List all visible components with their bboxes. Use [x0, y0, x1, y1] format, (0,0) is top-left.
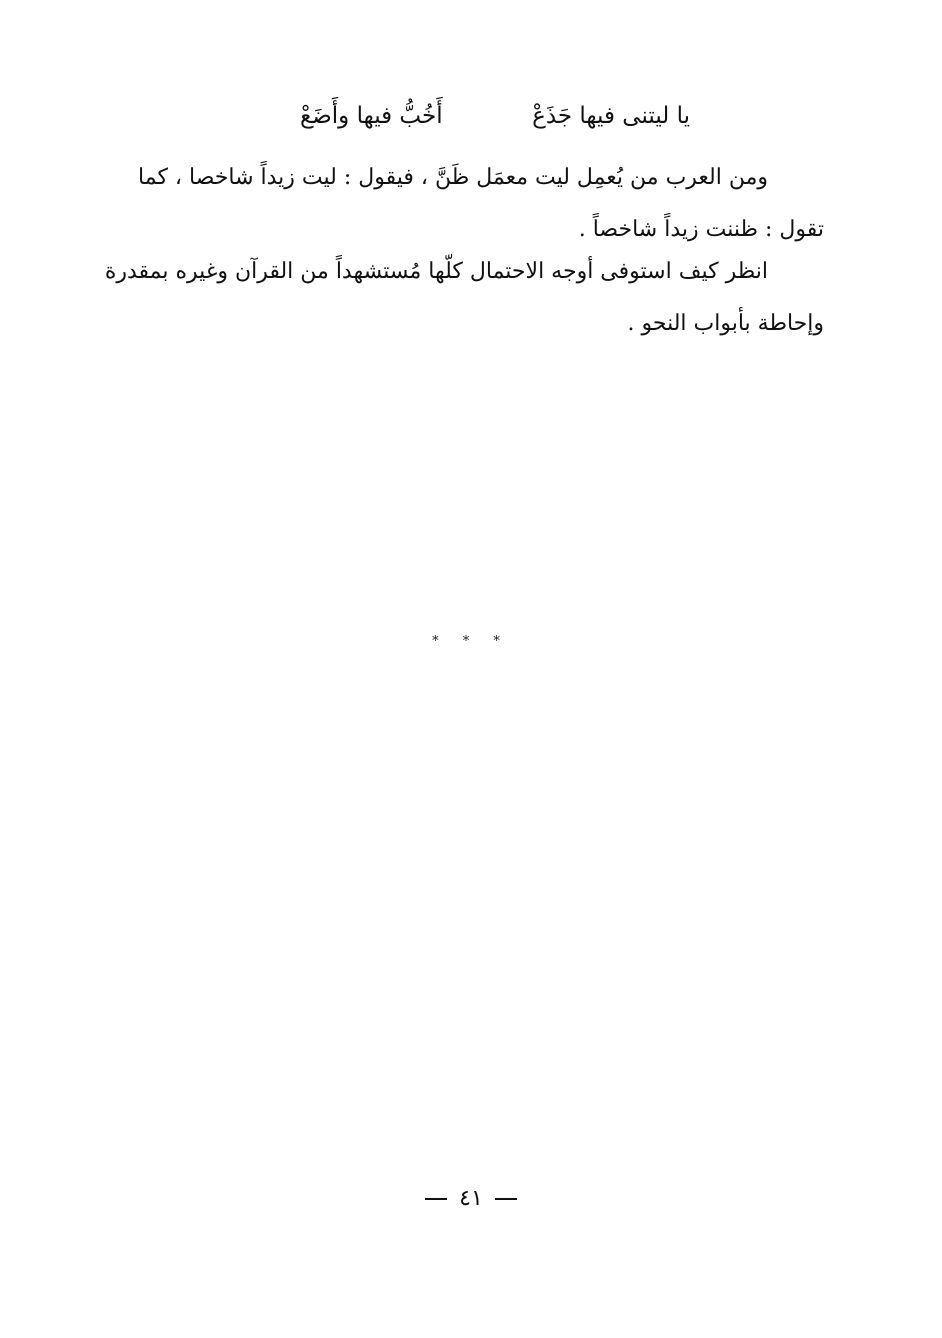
paragraph-1-line-2: تقول : ظننت زيداً شاخصاً .	[578, 217, 824, 242]
paragraph-2-line-1: انظر كيف استوفى أوجه الاحتمال كلّها مُستشهداً من القرآن وغيره بمقدرة	[104, 259, 768, 284]
section-separator: * * *	[432, 634, 510, 649]
paragraph-2-line-2: وإحاطة بأبواب النحو .	[627, 311, 824, 336]
verse-right-hemistich: يا ليتنى فيها جَذَعْ	[532, 103, 690, 129]
paragraph-1-line-1: ومن العرب من يُعمِل ليت معمَل ظَنَّ ، فيقول : ليت زيداً شاخصا ، كما	[138, 165, 768, 190]
right-dash	[495, 1198, 517, 1200]
page-number-footer	[0, 1186, 942, 1211]
paragraph-1	[138, 152, 824, 256]
left-dash	[425, 1198, 447, 1200]
page-number: ٤١	[459, 1186, 483, 1211]
poetry-verse	[300, 96, 690, 136]
verse-left-hemistich: أَخُبُّ فيها وأَضَعْ	[300, 103, 443, 129]
paragraph-2	[104, 246, 824, 350]
